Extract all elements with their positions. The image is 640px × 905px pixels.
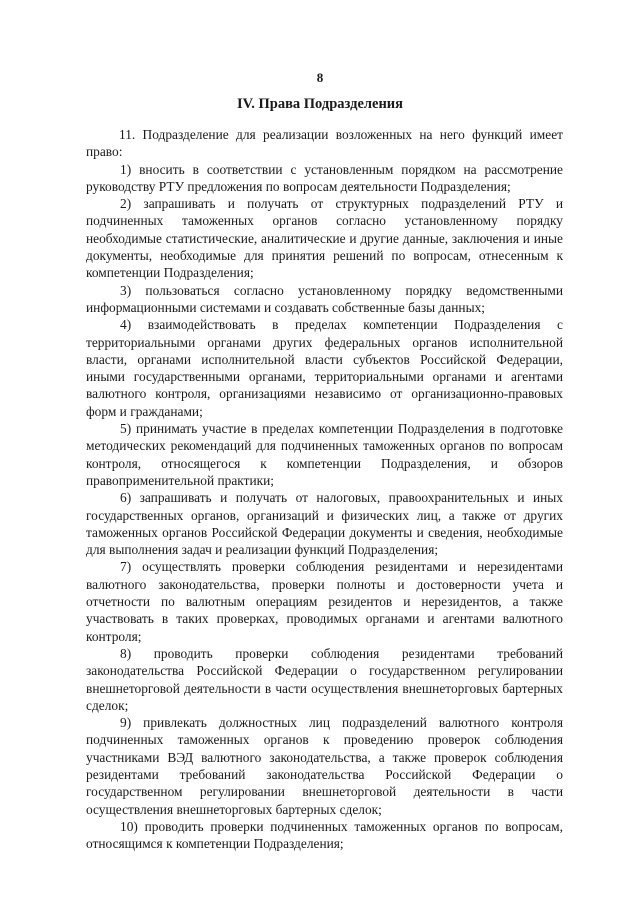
list-item-3: 3) пользоваться согласно установленному порядку ведомственными информационными системами и создавать собственные базы данных;: [86, 282, 563, 315]
list-item-7: 7) осуществлять проверки соблюдения резидентами и нерезидентами валютного законодательства, проверки полноты и достоверности учета и отчетности по валютным операциям резидентов и нерезидентов, а также участвовать в таких проверках, проводимых органами и агентами валютного контроля;: [86, 559, 563, 644]
list-item-4: 4) взаимодействовать в пределах компетенции Подразделения с территориальными органами других федеральных органов исполнительной власти, органами исполнительной власти субъектов Российской Федерации, иными государственными органами, территориальными органами и агентами валютного контроля, организациями независимо от организационно-правовых форм и гражданами;: [86, 317, 563, 419]
list-item-10: 10) проводить проверки подчиненных таможенных органов по вопросам, относящимся к компетенции Подразделения;: [86, 818, 563, 852]
section-title: IV. Права Подразделения: [236, 96, 403, 112]
intro-paragraph: 11. Подразделение для реализации возложенных на него функций имеет право:: [86, 127, 563, 160]
list-item-9: 9) привлекать должностных лиц подразделений валютного контроля подчиненных таможенных органов к проведению проверок соблюдения участниками ВЭД валютного законодательства, а также проверок соблюдения резидентами требований законодательства Российской Федерации о государственном регулировании внешнеторговой деятельности в части осуществления внешнеторговых бартерных сделок;: [86, 715, 563, 817]
document-body: [86, 126, 563, 852]
list-item-6: 6) запрашивать и получать от налоговых, правоохранительных и иных государственных органов, организаций и физических лиц, а также от других таможенных органов Российской Федерации документы и сведения, необходимые для выполнения задач и реализации функций Подразделения;: [86, 490, 563, 558]
page-number: 8: [316, 70, 324, 85]
list-item-8: 8) проводить проверки соблюдения резидентами требований законодательства Российской Федерации о государственном регулировании внешнеторговой деятельности в части осуществления внешнеторговых бартерных сделок;: [86, 645, 563, 713]
list-item-5: 5) принимать участие в пределах компетенции Подразделения в подготовке методических рекомендаций для подчиненных таможенных органов по вопросам контроля, относящегося к компетенции Подразделения, и обзоров правоприменительной практики;: [86, 421, 563, 488]
list-item-1: 1) вносить в соответствии с установленным порядком на рассмотрение руководству РТУ предложения по вопросам деятельности Подразделения;: [86, 161, 563, 194]
list-item-2: 2) запрашивать и получать от структурных подразделений РТУ и подчиненных таможенных органов согласно установленному порядку необходимые статистические, аналитические и другие данные, заключения и иные документы, необходимые для принятия решений по вопросам, отнесенным к компетенции Подразделения;: [86, 196, 563, 281]
